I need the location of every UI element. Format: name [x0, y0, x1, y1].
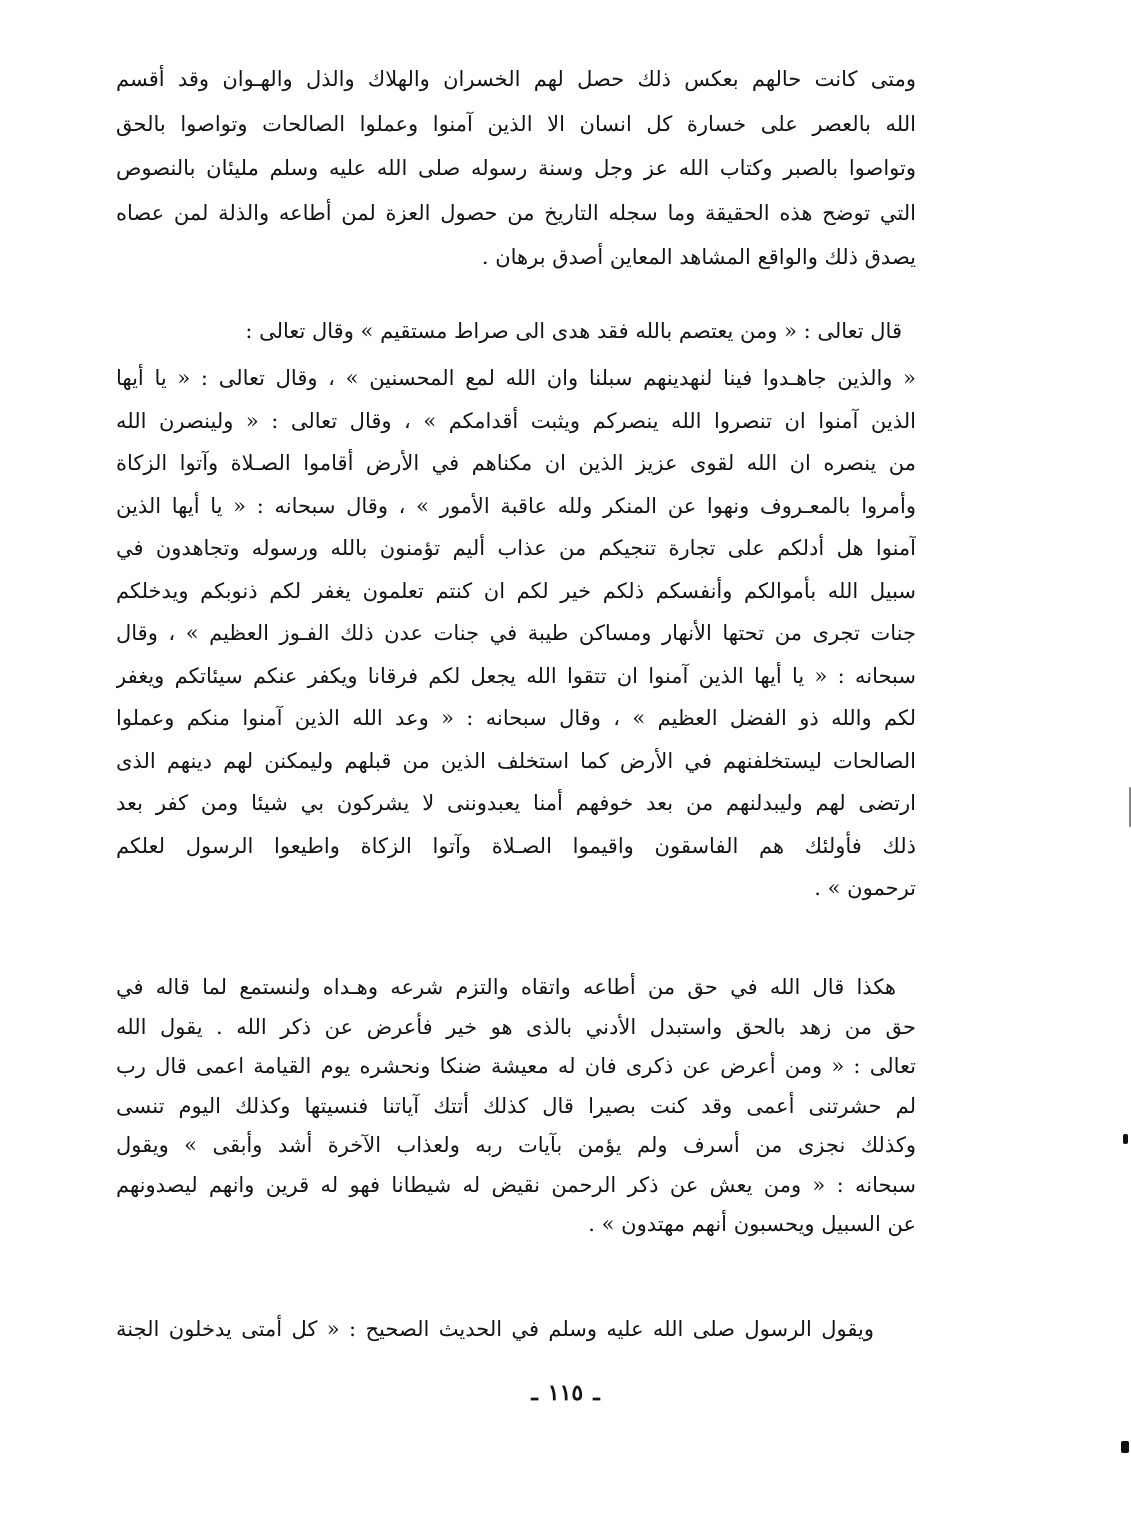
- text-line: لم حشرتنى أعمى وقد كنت بصيرا قال كذلك أتتك آياتنا فنسيتها وكذلك اليوم تنسى: [116, 1093, 916, 1118]
- text-line: الذين آمنوا ان تنصروا الله ينصركم ويثبت أقدامكم » ، وقال تعالى : « ولينصرن الله: [116, 408, 916, 433]
- text-line: عن السبيل ويحسبون أنهم مهتدون » .: [588, 1212, 916, 1236]
- scan-mark: [1121, 1441, 1129, 1453]
- paragraph-5: [116, 1309, 916, 1349]
- text-line: ذلك فأولئك هم الفاسقون واقيموا الصـلاة وآتوا الزكاة واطيعوا الرسول لعلكم: [116, 833, 916, 858]
- text-line: ارتضى لهم وليبدلنهم من بعد خوفهم أمنا يعبدوننى لا يشركون بي شيئا ومن كفر بعد: [116, 791, 916, 815]
- text-line: الصالحات ليستخلفنهم في الأرض كما استخلف الذين من قبلهم وليمكنن لهم دينهم الذى: [116, 748, 916, 773]
- text-line: تعالى : « ومن أعرض عن ذكرى فان له معيشة ضنكا ونحشره يوم القيامة اعمى قال رب: [116, 1054, 916, 1078]
- text-line: وكذلك نجزى من أسرف ولم يؤمن بآيات ربه ولعذاب الآخرة أشد وأبقى » ويقول: [116, 1133, 916, 1157]
- paragraph-2: [116, 311, 916, 351]
- text-line: آمنوا هل أدلكم على تجارة تنجيكم من عذاب أليم تؤمنون بالله ورسوله وتجاهدون في: [116, 536, 916, 560]
- text-line: ترحمون » .: [814, 876, 916, 900]
- text-line: لكم والله ذو الفضل العظيم » ، وقال سبحانه : « وعد الله الذين آمنوا منكم وعملوا: [116, 706, 916, 730]
- text-line: قال تعالى : « ومن يعتصم بالله فقد هدى الى صراط مستقيم » وقال تعالى :: [245, 319, 902, 343]
- text-line: سبحانه : « يا أيها الذين آمنوا ان تتقوا الله يجعل لكم فرقانا ويكفر عنكم سيئاتكم ويغفر: [116, 663, 916, 688]
- text-line: « والذين جاهـدوا فينا لنهدينهم سبلنا وان الله لمع المحسنين » ، وقال تعالى : « يا أيها: [116, 366, 916, 390]
- text-line: وأمروا بالمعـروف ونهوا عن المنكر ولله عاقبة الأمور » ، وقال سبحانه : « يا أيها الذين: [116, 493, 916, 518]
- text-line: من ينصره ان الله لقوى عزيز الذين ان مكناهم في الأرض أقاموا الصـلاة وآتوا الزكاة: [116, 451, 916, 475]
- text-line: وتواصوا بالصبر وكتاب الله عز وجل وسنة رسوله صلى الله عليه وسلم مليئان بالنصوص: [116, 156, 916, 180]
- paragraph-4: [116, 968, 916, 1245]
- text-line: هكذا قال الله في حق من أطاعه واتقاه والتزم شرعه وهـداه ولنستمع لما قاله في: [116, 975, 896, 999]
- page-number-value: ١١٥: [547, 1380, 584, 1406]
- text-line: سبيل الله بأموالكم وأنفسكم ذلكم خير لكم ان كنتم تعلمون يغفر لكم ذنوبكم ويدخلكم: [116, 578, 916, 603]
- text-line: الله بالعصر على خسارة كل انسان الا الذين آمنوا وعملوا الصالحات وتواصوا بالحق: [116, 111, 916, 136]
- page-number-dash: ـ: [531, 1380, 538, 1406]
- paragraph-1: [116, 57, 916, 280]
- text-line: جنات تجرى من تحتها الأنهار ومساكن طيبة في جنات عدن ذلك الفـوز العظيم » ، وقال: [116, 621, 916, 645]
- text-line: يصدق ذلك والواقع المشاهد المعاين أصدق برهان .: [481, 245, 916, 269]
- page-number: [0, 1380, 1131, 1406]
- paragraph-3: [116, 357, 916, 910]
- text-line: ومتى كانت حالهم بعكس ذلك حصل لهم الخسران والهلاك والذل والهـوان وقد أقسم: [116, 67, 916, 91]
- text-line: سبحانه : « ومن يعش عن ذكر الرحمن نقيض له شيطانا فهو له قرين وانهم ليصدونهم: [116, 1172, 916, 1197]
- scan-mark: [1123, 1134, 1128, 1144]
- text-line: التي توضح هذه الحقيقة وما سجله التاريخ من حصول العزة لمن أطاعه والذلة لمن عصاه: [116, 200, 916, 225]
- text-line: ويقول الرسول صلى الله عليه وسلم في الحديث الصحيح : « كل أمتى يدخلون الجنة: [116, 1317, 874, 1341]
- text-line: حق من زهد بالحق واستبدل الأدني بالذى هو خير فأعرض عن ذكر الله . يقول الله: [116, 1014, 916, 1039]
- page-number-dash: ـ: [593, 1380, 600, 1406]
